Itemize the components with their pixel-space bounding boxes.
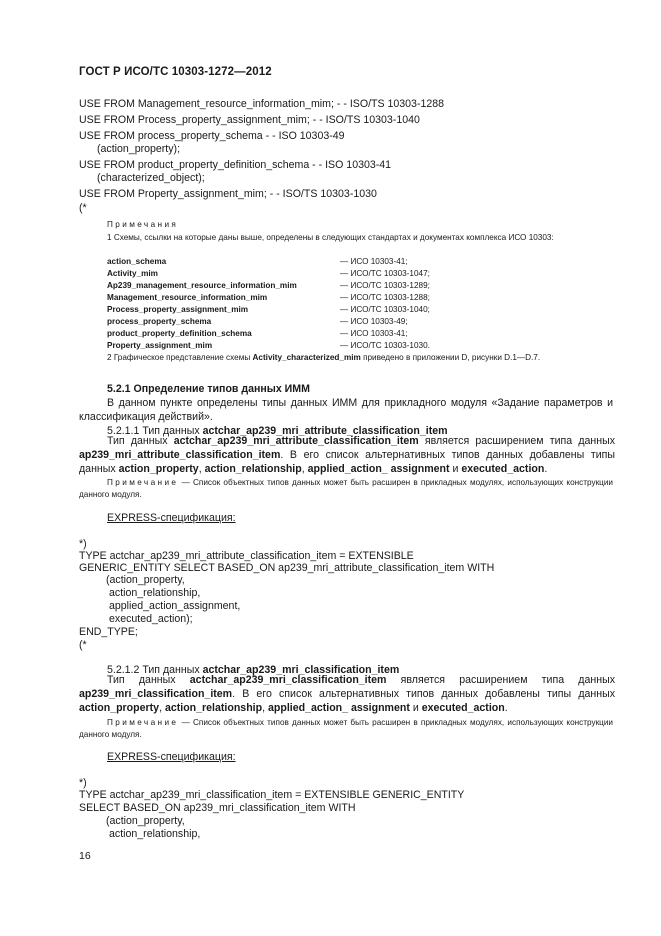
use-from-line: USE FROM Process_property_assignment_mim; - - ISO/TS 10303-1040 bbox=[79, 114, 420, 126]
code-line: (action_property, bbox=[106, 574, 185, 586]
ref-name: process_property_schema bbox=[107, 317, 212, 326]
ref-standard: — ИСО/ТС 10303-1040; bbox=[340, 305, 430, 314]
code-line: END_TYPE; bbox=[79, 626, 138, 638]
note-2 bbox=[79, 352, 613, 364]
use-from-line: (characterized_object); bbox=[97, 172, 205, 184]
ref-standard: — ИСО 10303-41; bbox=[340, 257, 408, 266]
section-heading: 5.2.1 Определение типов данных ИММ bbox=[107, 383, 310, 395]
type-name: actchar_ap239_mri_attribute_classification_item bbox=[173, 435, 419, 447]
code-line: *) bbox=[79, 777, 87, 789]
type-name: executed_action bbox=[421, 702, 505, 714]
paragraph-text: , bbox=[301, 463, 308, 475]
paragraph-text: , bbox=[159, 702, 165, 714]
notes-heading: Примечания bbox=[107, 220, 179, 229]
ref-name: product_property_definition_schema bbox=[107, 329, 252, 338]
paragraph-text: Тип данных bbox=[107, 435, 174, 447]
type-name: action_property bbox=[79, 702, 160, 714]
subsection-paragraph bbox=[79, 673, 615, 715]
section-intro: В данном пункте определены типы данных ИММ для прикладного модуля «Задание параметров и классификация действий». bbox=[79, 397, 613, 423]
code-line: (* bbox=[79, 639, 87, 651]
note-2-text: 2 Графическое представление схемы bbox=[107, 353, 253, 362]
paragraph-text: . В его список альтернативных типов данных добавлены типы данных bbox=[79, 449, 615, 475]
use-from-line: (* bbox=[79, 202, 87, 214]
ref-name: Ap239_management_resource_information_mim bbox=[107, 281, 297, 290]
paragraph-text: . В его список альтернативных типов данных добавлены типы данных bbox=[232, 688, 615, 700]
code-line: action_relationship, bbox=[109, 828, 201, 840]
ref-name: Management_resource_information_mim bbox=[107, 293, 268, 302]
note-text: — Список объектных типов данных может быть расширен в прикладных модулях, использующих конструкции данного модуля. bbox=[79, 478, 613, 500]
note-label: Примечание bbox=[107, 478, 179, 487]
code-line: action_relationship, bbox=[109, 587, 201, 599]
use-from-line: USE FROM Management_resource_information_mim; - - ISO/TS 10303-1288 bbox=[79, 98, 445, 110]
express-label: EXPRESS-спецификация: bbox=[107, 751, 236, 763]
schema-name: Activity_characterized_mim bbox=[252, 353, 361, 362]
subsection-number: 5.2.1.1 Тип данных bbox=[107, 425, 203, 437]
ref-standard: — ИСО/ТС 10303-1288; bbox=[340, 293, 430, 302]
ref-name: Activity_mim bbox=[107, 269, 158, 278]
express-label: EXPRESS-спецификация: bbox=[107, 512, 236, 524]
use-from-line: (action_property); bbox=[97, 143, 181, 155]
ref-name: action_schema bbox=[107, 257, 167, 266]
paragraph-text: и bbox=[409, 702, 422, 714]
note-2-text: приведено в приложении D, рисунки D.1—D.7. bbox=[360, 353, 541, 362]
use-from-line: USE FROM Property_assignment_mim; - - ISO/TS 10303-1030 bbox=[79, 188, 377, 200]
ref-name: Property_assignment_mim bbox=[107, 341, 213, 350]
paragraph-text: , bbox=[262, 702, 268, 714]
type-name: action_relationship bbox=[164, 702, 263, 714]
ref-name: Process_property_assignment_mim bbox=[107, 305, 249, 314]
type-name: action_property bbox=[118, 463, 199, 475]
type-name: actchar_ap239_mri_classification_item bbox=[189, 674, 387, 686]
code-line: executed_action); bbox=[109, 613, 193, 625]
code-line: *) bbox=[79, 538, 87, 550]
ref-standard: — ИСО/ТС 10303-1289; bbox=[340, 281, 430, 290]
document-header: ГОСТ Р ИСО/ТС 10303-1272—2012 bbox=[79, 66, 272, 78]
type-name: action_relationship bbox=[204, 463, 302, 475]
paragraph-text: и bbox=[449, 463, 462, 475]
ref-standard: — ИСО 10303-49; bbox=[340, 317, 408, 326]
type-name: executed_action bbox=[461, 463, 545, 475]
paragraph-text: , bbox=[198, 463, 205, 475]
ref-standard: — ИСО 10303-41; bbox=[340, 329, 408, 338]
type-name: actchar_ap239_mri_attribute_classification_item bbox=[202, 425, 448, 437]
type-name: applied_action_ assignment bbox=[267, 702, 410, 714]
use-from-line: USE FROM product_property_definition_schema - - ISO 10303-41 bbox=[79, 159, 392, 171]
use-from-line: USE FROM process_property_schema - - ISO 10303-49 bbox=[79, 130, 345, 142]
type-name: actchar_ap239_mri_classification_item bbox=[202, 664, 400, 676]
paragraph-text: Тип данных bbox=[107, 674, 190, 686]
note-text: — Список объектных типов данных может быть расширен в прикладных модулях, использующих конструкции данного модуля. bbox=[79, 718, 613, 740]
note bbox=[79, 477, 613, 502]
code-line: TYPE actchar_ap239_mri_classification_item = EXTENSIBLE GENERIC_ENTITY bbox=[79, 789, 465, 801]
note bbox=[79, 717, 613, 742]
note-label: Примечание bbox=[107, 718, 179, 727]
paragraph-text: . bbox=[504, 702, 508, 714]
code-line: GENERIC_ENTITY SELECT BASED_ON ap239_mri_attribute_classification_item WITH bbox=[79, 562, 495, 574]
ref-standard: — ИСО/ТС 10303-1047; bbox=[340, 269, 430, 278]
page-number: 16 bbox=[79, 850, 91, 862]
paragraph-text: является расширением типа данных bbox=[418, 435, 615, 447]
subsection-paragraph bbox=[79, 434, 615, 476]
code-line: applied_action_assignment, bbox=[109, 600, 241, 612]
paragraph-text: . bbox=[544, 463, 548, 475]
code-line: TYPE actchar_ap239_mri_attribute_classification_item = EXTENSIBLE bbox=[79, 550, 414, 562]
code-line: SELECT BASED_ON ap239_mri_classification_item WITH bbox=[79, 802, 356, 814]
note-1: 1 Схемы, ссылки на которые даны выше, определены в следующих стандартах и документах комплекса ИСО 10303: bbox=[107, 233, 554, 242]
subsection-number: 5.2.1.2 Тип данных bbox=[107, 664, 203, 676]
type-name: ap239_mri_attribute_classification_item bbox=[79, 449, 281, 461]
type-name: applied_action_ assignment bbox=[307, 463, 450, 475]
code-line: (action_property, bbox=[106, 815, 185, 827]
type-name: ap239_mri_classification_item bbox=[79, 688, 233, 700]
paragraph-text: является расширением типа данных bbox=[386, 674, 615, 686]
ref-standard: — ИСО/ТС 10303-1030. bbox=[340, 341, 430, 350]
